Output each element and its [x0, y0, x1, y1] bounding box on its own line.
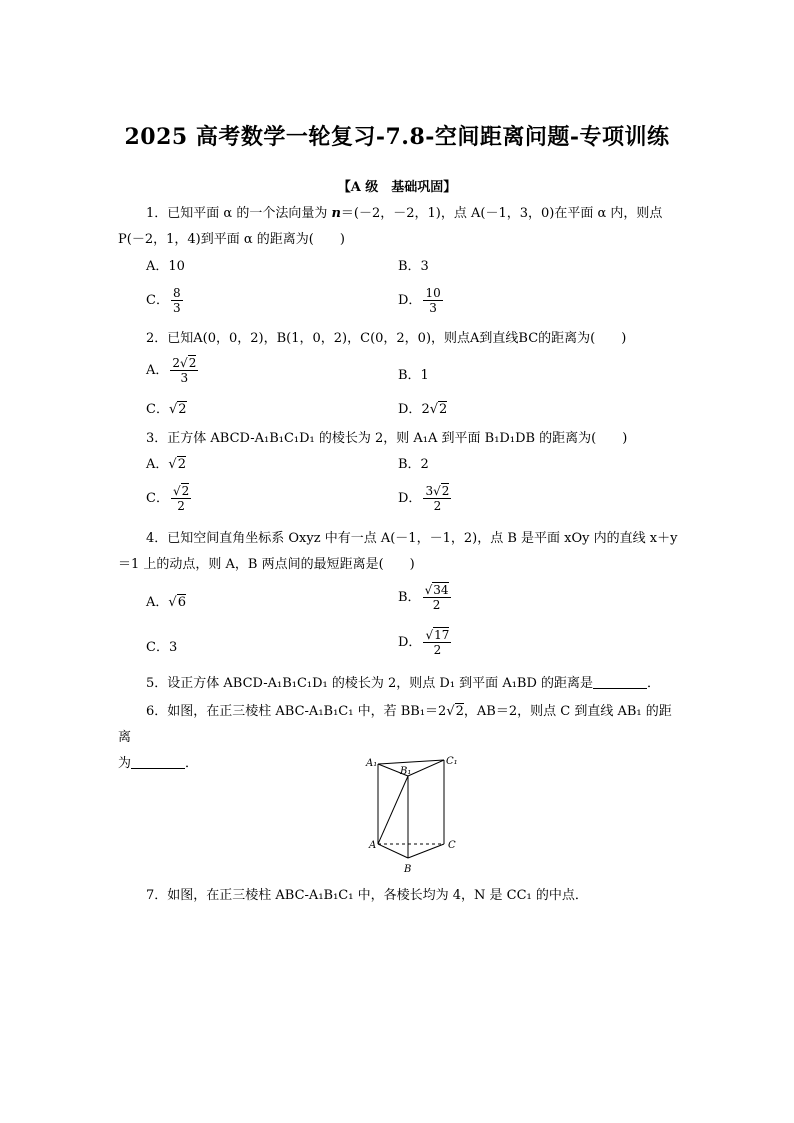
q2-option-d: D．2√2: [398, 402, 448, 417]
question-1-line-2: P(－2，1，4)到平面 α 的距离为( ): [118, 232, 345, 247]
q3-c-radicand: 2: [181, 484, 190, 498]
q1-c-denominator: 3: [172, 301, 181, 315]
q4-option-d: [398, 628, 451, 657]
q2-a-radicand: 2: [188, 356, 197, 370]
question-6-radicand: 2: [455, 704, 464, 719]
q3-option-c-label: C．: [146, 491, 169, 506]
question-7: 7．如图，在正三棱柱 ABC-A₁B₁C₁ 中，各棱长均为 4，N 是 CC₁ 的中点．: [146, 888, 588, 903]
q1-option-d: [398, 286, 443, 315]
q3-option-d-label: D．: [398, 491, 422, 506]
edge-b1-c1: [408, 760, 444, 776]
q2-option-d-label: D．: [398, 402, 422, 417]
question-3: 3．正方体 ABCD-A₁B₁C₁D₁ 的棱长为 2，则 A₁A 到平面 B₁D₁DB 的距离为( ): [146, 431, 628, 446]
q4-b-numerator: √34: [424, 583, 449, 597]
question-6-line-2-text: 为: [118, 756, 132, 771]
edge-b-c: [408, 844, 444, 858]
q1-c-numerator: 8: [172, 286, 181, 300]
normal-vector-symbol: n: [331, 206, 341, 221]
page-title: 2025 高考数学一轮复习-7.8-空间距离问题-专项训练: [124, 124, 670, 150]
label-c1: C₁: [446, 756, 458, 767]
q4-option-a-label: A．: [146, 595, 169, 610]
answer-blank[interactable]: [131, 754, 185, 769]
q3-option-c: [146, 484, 191, 513]
edge-a-b: [378, 844, 408, 858]
q3-option-c-fraction: [171, 484, 191, 513]
question-4: [118, 526, 678, 578]
question-1-text-b: ＝(－2，－2，1)，点 A(－1，3，0)在平面 α 内，则点: [340, 206, 663, 221]
label-a: A: [369, 840, 377, 851]
section-heading: 【A 级 基础巩固】: [337, 180, 457, 195]
q3-option-a: A．√2: [146, 457, 186, 472]
segment-a-b1: [378, 776, 408, 844]
question-6-text-a: 6．如图，在正三棱柱 ABC-A₁B₁C₁ 中，若 BB₁＝2: [146, 704, 447, 719]
question-5-end: ．: [647, 676, 661, 691]
q1-option-d-fraction: [423, 286, 442, 315]
question-4-line-2: ＝1 上的动点，则 A，B 两点间的最短距离是( ): [118, 557, 415, 572]
q2-option-c-label: C．: [146, 402, 169, 417]
q2-option-a: [146, 356, 198, 385]
label-b: B: [404, 864, 412, 875]
q4-b-denominator: 2: [432, 598, 441, 612]
label-c: C: [448, 840, 456, 851]
q4-a-radicand: 6: [177, 595, 186, 610]
q4-b-radicand: 34: [433, 583, 449, 597]
q4-d-radicand: 17: [434, 628, 450, 642]
q3-d-denominator: 2: [433, 499, 442, 513]
q4-option-d-label: D．: [398, 635, 422, 650]
q3-option-d: [398, 484, 451, 513]
q3-d-radicand: 2: [441, 484, 450, 498]
q4-d-denominator: 2: [433, 643, 442, 657]
q4-option-c: C．3: [146, 640, 178, 655]
q3-c-numerator: √2: [172, 484, 190, 498]
q1-option-c: [146, 286, 183, 315]
q2-a-denominator: 3: [180, 371, 189, 385]
question-6-line-1: 6．如图，在正三棱柱 ABC-A₁B₁C₁ 中，若 BB₁＝2√2，AB＝2，则点 C 到直线 AB₁ 的距离: [118, 704, 672, 745]
q3-d-coefficient: 3: [425, 484, 434, 498]
label-b1: B₁: [400, 766, 412, 777]
q2-a-numerator: 2√2: [172, 356, 197, 370]
q2-option-a-label: A．: [146, 363, 169, 378]
question-1-text-a: 1．已知平面 α 的一个法向量为: [146, 206, 332, 221]
q2-d-radicand: 2: [439, 402, 448, 417]
q3-option-b: B．2: [398, 457, 429, 472]
label-a1: A₁: [366, 758, 378, 769]
question-6-text-b: ，AB＝2，则点 C 到直线 AB₁ 的距离: [118, 704, 672, 745]
question-1-line-1: [118, 201, 678, 227]
q3-d-numerator: 3√2: [425, 484, 450, 498]
q2-a-coefficient: 2: [172, 356, 181, 370]
q3-option-a-label: A．: [146, 457, 169, 472]
q1-option-b: B．3: [398, 259, 429, 274]
question-5: [118, 671, 678, 697]
q1-option-c-label: C．: [146, 293, 169, 308]
q4-d-numerator: √17: [425, 628, 450, 642]
prism-figure: [364, 754, 464, 880]
q2-d-coefficient: 2: [421, 402, 430, 417]
answer-blank[interactable]: [593, 674, 647, 689]
q1-option-c-fraction: [171, 286, 183, 315]
edge-a1-c1: [378, 760, 444, 764]
q1-d-numerator: 10: [425, 286, 441, 300]
q2-option-b: B．1: [398, 368, 429, 383]
q3-a-radicand: 2: [177, 457, 186, 472]
question-6-end: ．: [185, 756, 199, 771]
q1-d-denominator: 3: [429, 301, 437, 315]
q4-option-b-label: B．: [398, 590, 421, 605]
q2-option-c: C．√2: [146, 402, 187, 417]
question-4-line-1: 4．已知空间直角坐标系 Oxyz 中有一点 A(－1，－1，2)，点 B 是平面 xOy 内的直线 x＋y: [146, 531, 678, 546]
question-2: 2．已知A(0，0，2)，B(1，0，2)，C(0，2，0)，则点A到直线BC的距离为( ): [146, 331, 627, 346]
question-1: [118, 201, 678, 253]
q4-option-d-fraction: [423, 628, 451, 657]
q2-c-radicand: 2: [178, 402, 187, 417]
q1-option-a: A．10: [146, 259, 185, 274]
q4-option-b-fraction: [423, 583, 451, 612]
q3-c-denominator: 2: [177, 499, 185, 513]
q3-option-d-fraction: [423, 484, 451, 513]
q1-option-d-label: D．: [398, 293, 422, 308]
q4-option-a: A．√6: [146, 595, 186, 610]
q2-option-a-fraction: [170, 356, 198, 385]
question-5-text: 5．设正方体 ABCD-A₁B₁C₁D₁ 的棱长为 2，则点 D₁ 到平面 A₁BD 的距离是: [146, 676, 594, 691]
q4-option-b: [398, 583, 451, 612]
